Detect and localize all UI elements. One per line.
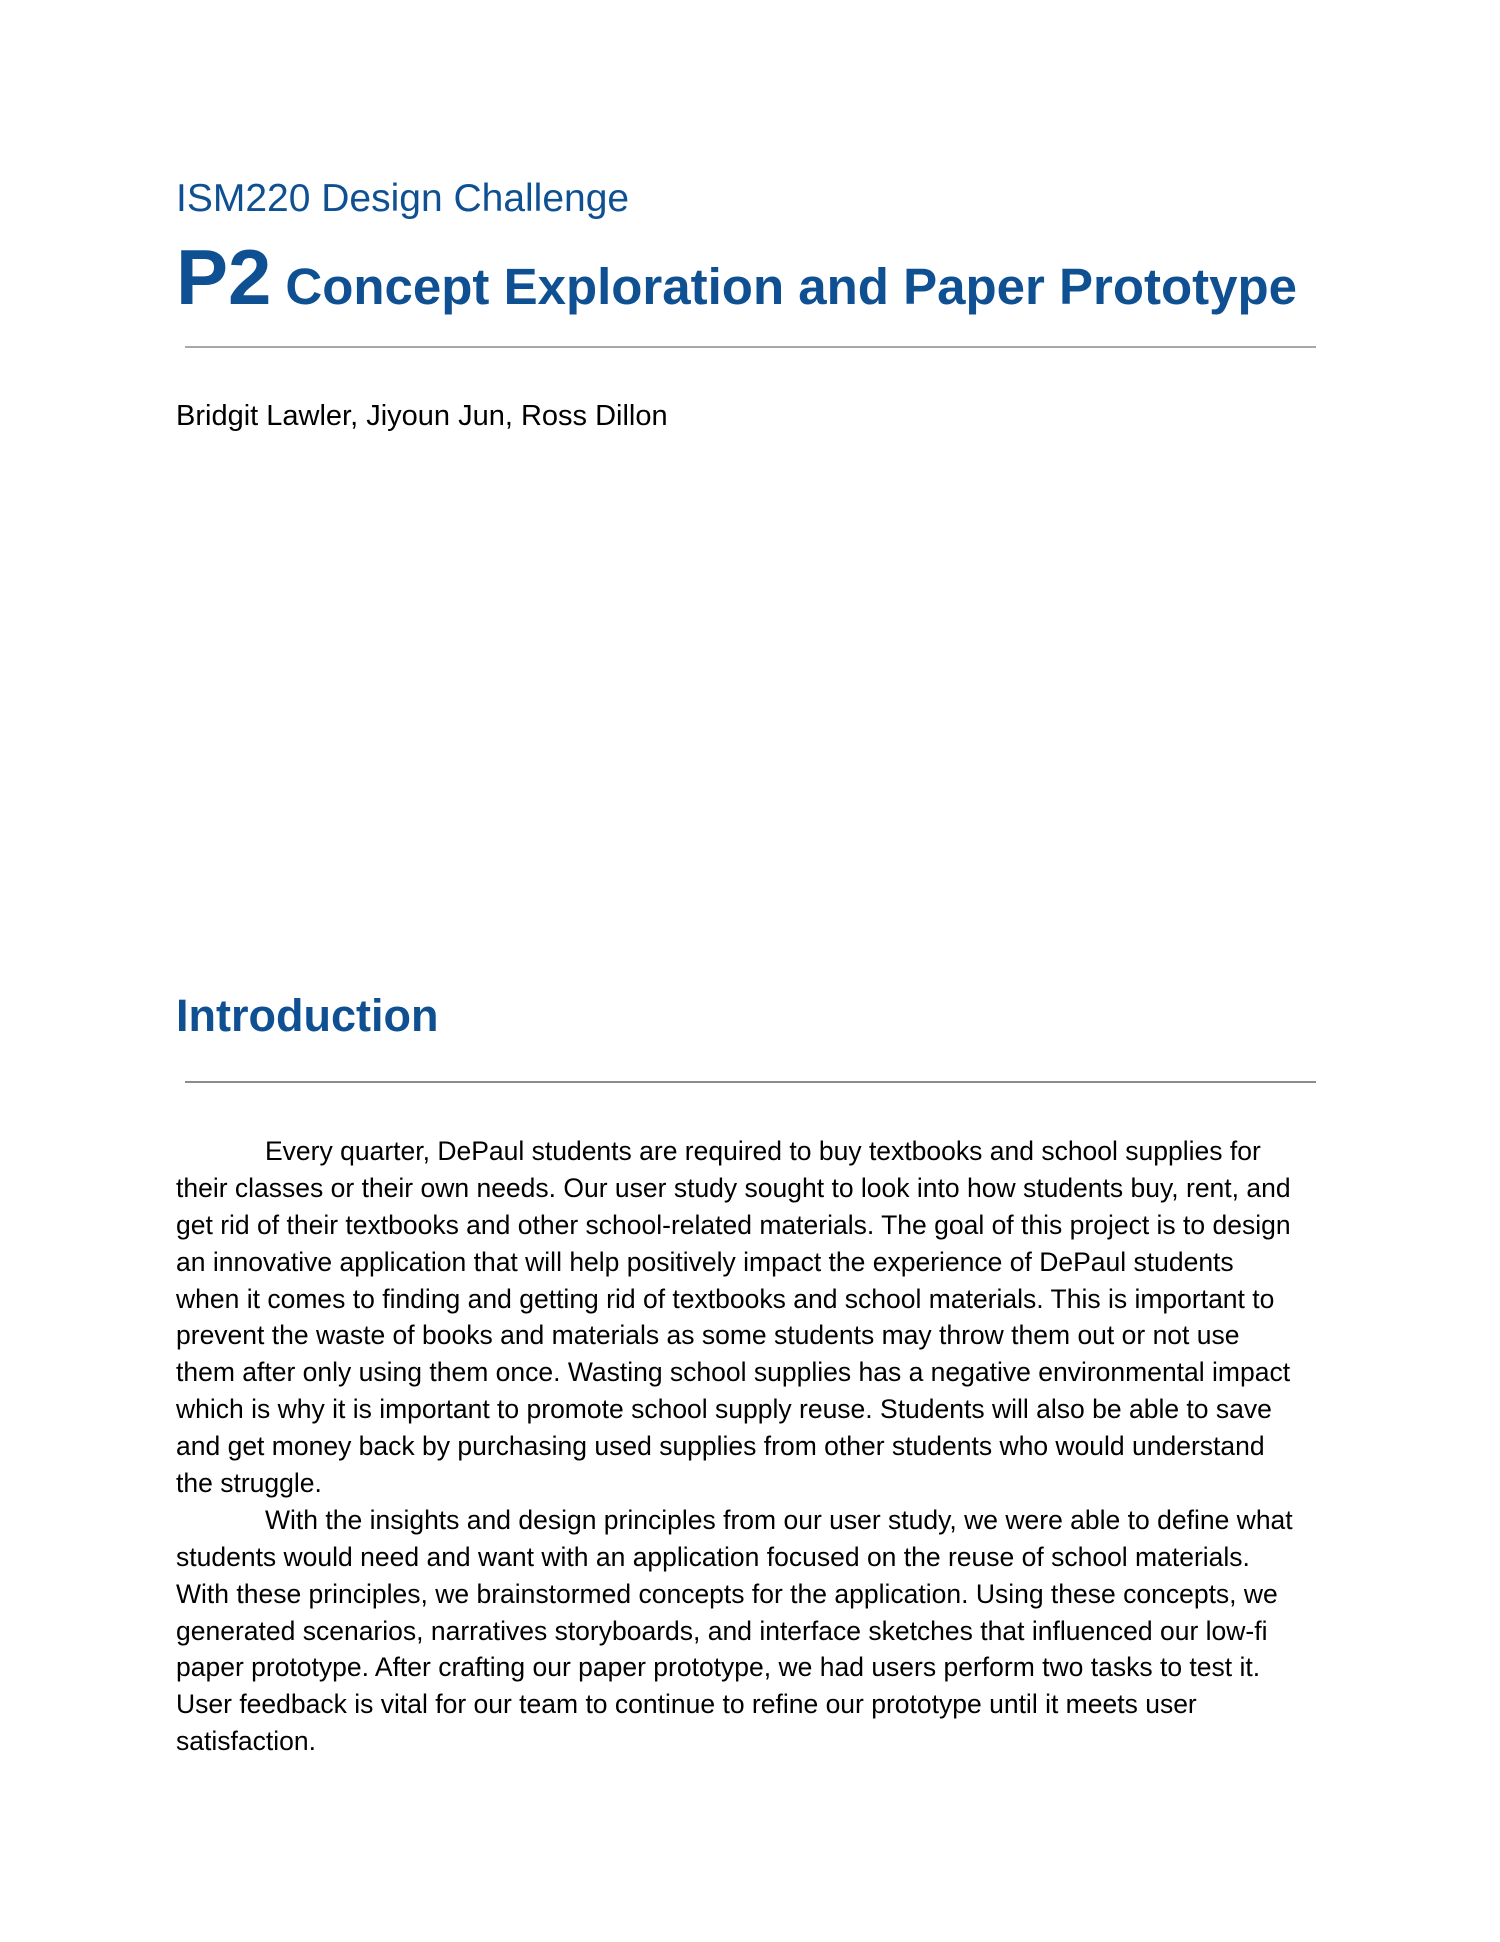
paragraph-line: get rid of their textbooks and other school-related materials. The goal of this project is to design (176, 1209, 1291, 1240)
paragraph-line: prevent the waste of books and materials as some students may throw them out or not use (176, 1320, 1240, 1351)
document-title (176, 232, 1297, 345)
document-number: P2 (176, 233, 272, 321)
title-divider (185, 346, 1316, 348)
course-title: ISM220 Design Challenge (176, 177, 630, 220)
paragraph-line: students would need and want with an application focused on the reuse of school materials. (176, 1541, 1250, 1572)
paragraph-line: User feedback is vital for our team to continue to refine our prototype until it meets user (176, 1689, 1197, 1720)
document-title-text: Concept Exploration and Paper Prototype (285, 258, 1298, 315)
paragraph-line: and get money back by purchasing used supplies from other students who would understand (176, 1431, 1265, 1462)
author-list: Bridgit Lawler, Jiyoun Jun, Ross Dillon (176, 400, 668, 432)
paragraph-line: satisfaction. (176, 1726, 316, 1757)
paragraph-line: With the insights and design principles from our user study, we were able to define what (265, 1504, 1293, 1535)
paragraph-line: their classes or their own needs. Our user study sought to look into how students buy, rent, and (176, 1172, 1291, 1203)
paragraph-line: them after only using them once. Wasting school supplies has a negative environmental impact (176, 1357, 1291, 1388)
paragraph-line: With these principles, we brainstormed concepts for the application. Using these concepts, we (176, 1578, 1278, 1609)
section-divider (185, 1081, 1316, 1083)
paragraph-line: generated scenarios, narratives storyboards, and interface sketches that influenced our low-fi (176, 1615, 1268, 1646)
introduction-body (176, 1133, 1316, 1760)
paragraph-line: Every quarter, DePaul students are required to buy textbooks and school supplies for (265, 1136, 1261, 1166)
paragraph-line: when it comes to finding and getting rid of textbooks and school materials. This is important to (176, 1283, 1275, 1314)
paragraph-line: an innovative application that will help positively impact the experience of DePaul students (176, 1246, 1234, 1277)
paragraph-line: the struggle. (176, 1468, 322, 1499)
paragraph-line: which is why it is important to promote school supply reuse. Students will also be able to save (176, 1394, 1272, 1425)
paragraph-line: paper prototype. After crafting our paper prototype, we had users perform two tasks to test it. (176, 1652, 1261, 1683)
section-heading-introduction: Introduction (176, 990, 439, 1041)
